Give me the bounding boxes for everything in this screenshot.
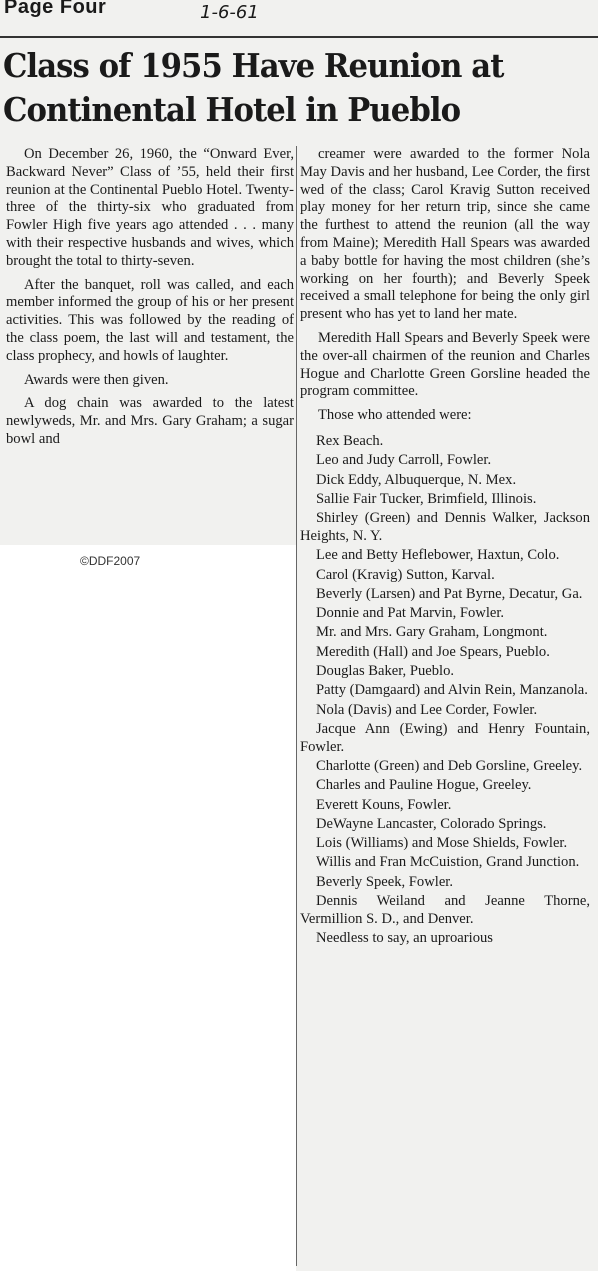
article-paragraph: On December 26, 1960, the “Onward Ever, Backward Never” Class of ’55, held their first reunion at the Continental Pueblo Hotel. Twenty-three of the thirty-six who graduated from Fowler High five years ago attended . . . many with their respective husbands and wives, which brought the total to thirty-seven.: [6, 146, 294, 269]
page-background: [0, 545, 296, 1271]
attendee-entry: Nola (Davis) and Lee Corder, Fowler.: [316, 701, 538, 718]
article-column-right: [300, 146, 590, 949]
attendee-entry: Douglas Baker, Pueblo.: [316, 663, 455, 680]
headline: Class of 1955 Have Reunion at Continental Hotel in Pueblo: [3, 46, 504, 129]
attendee-entry: Meredith (Hall) and Joe Spears, Pueblo.: [316, 643, 550, 660]
attendee-list: [300, 433, 590, 948]
copyright-watermark: ©DDF2007: [80, 554, 141, 568]
attendee-entry: Rex Beach.: [316, 432, 384, 449]
article-paragraph: creamer were awarded to the former Nola May Davis and her husband, Lee Corder, the first wed of the class; Carol Kravig Sutton received play money for her return trip, since she came the furthest to attend the reunion (all the way from Maine); Meredith Hall Spears was awarded a baby bottle for having the most children (she’s working on her fourth); and Beverly Speek received a small telephone for being the only girl present who has yet to land her mate.: [300, 146, 590, 323]
article-column-left: [6, 146, 294, 455]
attendee-entry: Lee and Betty Heflebower, Haxtun, Colo.: [316, 547, 560, 564]
attendee-entry: Beverly (Larsen) and Pat Byrne, Decatur, Ga.: [316, 585, 583, 602]
attendee-entry: Charlotte (Green) and Deb Gorsline, Greeley.: [316, 758, 583, 774]
attendee-entry: Donnie and Pat Marvin, Fowler.: [316, 605, 505, 622]
article-paragraph: Awards were then given.: [24, 371, 169, 388]
attendee-entry: Everett Kouns, Fowler.: [316, 796, 452, 813]
article-paragraph: A dog chain was awarded to the latest newlyweds, Mr. and Mrs. Gary Graham; a sugar bowl and: [6, 395, 294, 447]
handwritten-date: 1-6-61: [200, 2, 259, 23]
attendee-entry: Lois (Williams) and Mose Shields, Fowler.: [316, 835, 568, 852]
article-paragraph: After the banquet, roll was called, and each member informed the group of his or her present activities. This was followed by the reading of the class poem, the last will and testament, the class prophecy, and howls of laughter.: [6, 276, 294, 364]
article-paragraph: Meredith Hall Spears and Beverly Speek were the over-all chairmen of the reunion and Charles Hogue and Charlotte Green Gorsline headed the program committee.: [300, 329, 590, 400]
column-divider: [296, 146, 297, 1266]
attendee-entry: Dick Eddy, Albuquerque, N. Mex.: [316, 471, 517, 488]
attendee-entry: Sallie Fair Tucker, Brimfield, Illinois.: [316, 490, 537, 507]
attendee-entry: DeWayne Lancaster, Colorado Springs.: [316, 815, 547, 832]
attendees-intro: Those who attended were:: [318, 407, 472, 424]
article-continuation: Needless to say, an uproarious: [316, 930, 493, 947]
attendee-entry: Shirley (Green) and Dennis Walker, Jackson Heights, N. Y.: [300, 510, 590, 544]
attendee-entry: Carol (Kravig) Sutton, Karval.: [316, 566, 495, 583]
attendee-entry: Mr. and Mrs. Gary Graham, Longmont.: [316, 624, 548, 641]
page-label: Page Four: [4, 0, 107, 18]
attendee-entry: Dennis Weiland and Jeanne Thorne, Vermillion S. D., and Denver.: [300, 893, 590, 927]
attendee-entry: Patty (Damgaard) and Alvin Rein, Manzanola.: [316, 682, 588, 699]
attendee-entry: Beverly Speek, Fowler.: [316, 873, 453, 890]
attendee-entry: Leo and Judy Carroll, Fowler.: [316, 452, 492, 469]
header-rule: [0, 36, 598, 38]
attendee-entry: Charles and Pauline Hogue, Greeley.: [316, 777, 532, 794]
attendee-entry: Jacque Ann (Ewing) and Henry Fountain, Fowler.: [300, 720, 590, 755]
attendee-entry: Willis and Fran McCuistion, Grand Junction.: [316, 854, 580, 871]
